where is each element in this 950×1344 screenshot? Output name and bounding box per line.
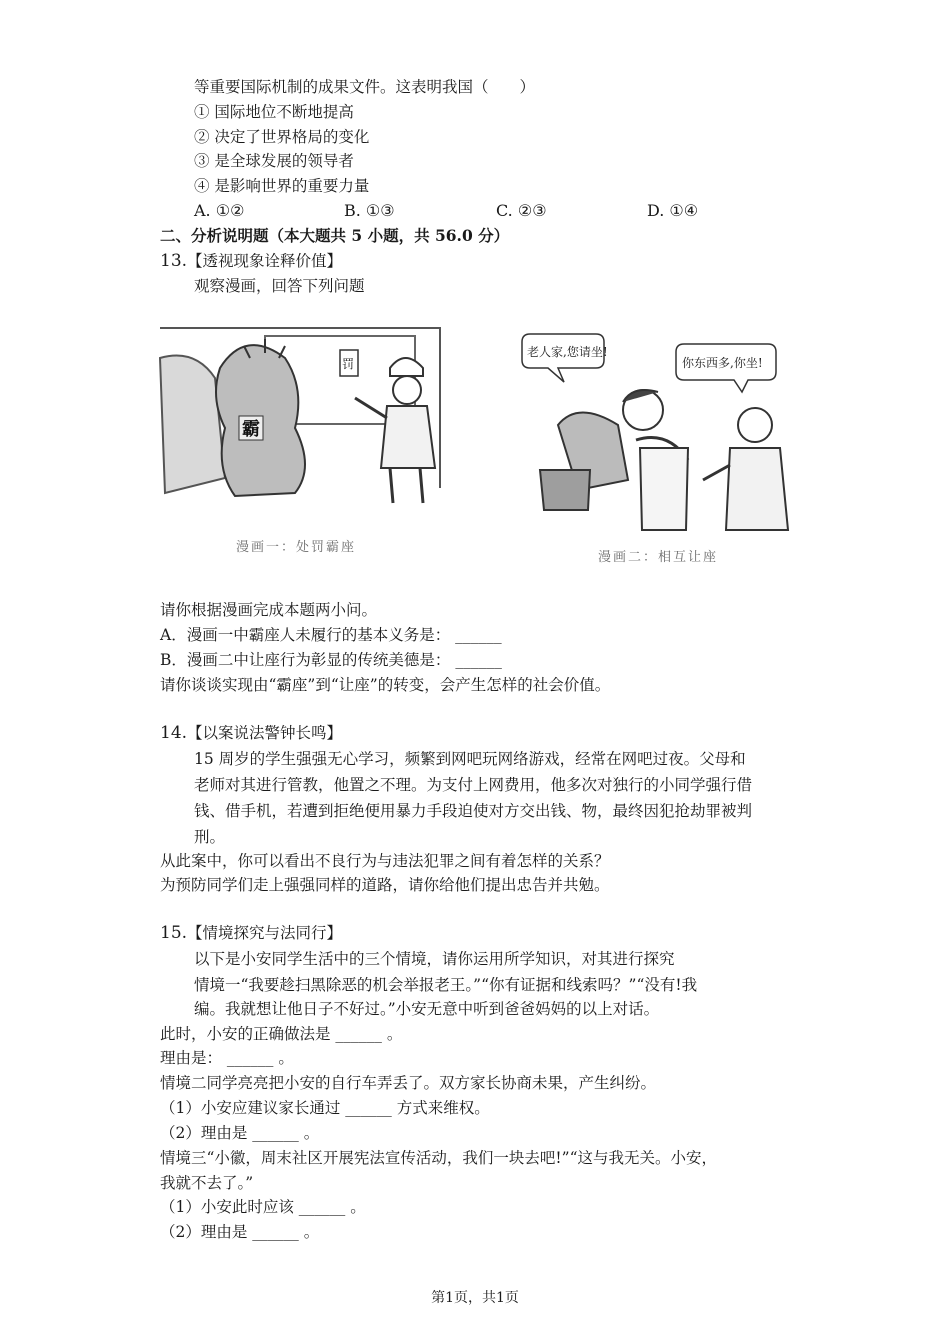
q12-item-3: ③ 是全球发展的领导者 — [194, 152, 354, 170]
q15-title: 【情境探究与法同行】 — [187, 924, 343, 942]
q14-number: 14. — [160, 723, 188, 743]
q12-stem-tail: 等重要国际机制的成果文件。这表明我国（ ） — [194, 78, 536, 96]
q15-scene-1-line-1: 情境一“我要趁扫黑除恶的机会举报老王。”“你有证据和线索吗？”“没有!我 — [194, 976, 698, 994]
q12-item-1: ① 国际地位不断地提高 — [194, 103, 354, 121]
q14-para-4: 刑。 — [194, 828, 226, 846]
comic-1-ba-label: 霸 — [242, 419, 260, 440]
q14-title: 【以案说法警钟长鸣】 — [187, 724, 343, 742]
q12-item-2: ② 决定了世界格局的变化 — [194, 128, 370, 146]
q12-option-c: C. ②③ — [496, 201, 547, 220]
q14-para-3: 钱、借手机，若遭到拒绝便用暴力手段迫使对方交出钱、物，最终因犯抢劫罪被判 — [194, 802, 753, 820]
page-footer: 第1页，共1页 — [431, 1290, 519, 1306]
q12-option-d: D. ①④ — [647, 201, 699, 220]
q15-scene-3-line-1: 情境三“小徽，周末社区开展宪法宣传活动，我们一块去吧!”“这与我无关。小安， — [160, 1149, 718, 1167]
q15-scene-1-q2: 理由是： ______ 。 — [160, 1049, 294, 1067]
q12-options — [194, 200, 698, 222]
q13-line-value: 请你谈谈实现由“霸座”到“让座”的转变，会产生怎样的社会价值。 — [160, 676, 611, 694]
q12-option-b: B. ①③ — [344, 201, 395, 220]
q15-heading — [160, 922, 342, 944]
comic-1-sign: 罚 — [342, 357, 355, 371]
q15-scene-2-q2: （2）理由是 ______ 。 — [160, 1124, 320, 1142]
comic-2-bubble-right: 你东西多,你坐! — [682, 356, 763, 370]
q14-para-1: 15 周岁的学生强强无心学习，频繁到网吧玩网络游戏，经常在网吧过夜。父母和 — [194, 750, 746, 768]
q13-number: 13. — [160, 251, 188, 271]
q13-line-1: 请你根据漫画完成本题两小问。 — [160, 601, 378, 619]
q12-option-a: A. ①② — [194, 201, 245, 220]
q13-line-b: B．漫画二中让座行为彰显的传统美德是： ______ — [160, 651, 502, 669]
q14-question-1: 从此案中，你可以看出不良行为与违法犯罪之间有着怎样的关系？ — [160, 852, 610, 870]
q15-scene-3-q2: （2）理由是 ______ 。 — [160, 1223, 320, 1241]
q15-intro: 以下是小安同学生活中的三个情境，请你运用所学知识，对其进行探究 — [194, 950, 675, 968]
q15-scene-3-q1: （1）小安此时应该 ______ 。 — [160, 1198, 366, 1216]
comic-1-illustration — [155, 318, 455, 508]
q12-item-4: ④ 是影响世界的重要力量 — [194, 177, 370, 195]
q14-question-2: 为预防同学们走上强强同样的道路，请你给他们提出忠告并共勉。 — [160, 876, 610, 894]
comic-1-caption: 漫画一：处罚霸座 — [236, 540, 357, 555]
comic-2-bubble-left: 老人家,您请坐! — [527, 345, 608, 359]
q15-scene-2-q1: （1）小安应建议家长通过 ______ 方式来维权。 — [160, 1099, 490, 1117]
q15-scene-1-line-2: 编。我就想让他日子不好过。”小安无意中听到爸爸妈妈的以上对话。 — [194, 1000, 660, 1018]
q15-number: 15. — [160, 923, 188, 943]
q15-scene-3-line-2: 我就不去了。” — [160, 1174, 254, 1192]
comic-2-caption: 漫画二：相互让座 — [598, 550, 719, 565]
q15-scene-2: 情境二同学亮亮把小安的自行车弄丢了。双方家长协商未果，产生纠纷。 — [160, 1074, 657, 1092]
q13-line-a: A．漫画一中霸座人未履行的基本义务是： ______ — [160, 626, 502, 644]
comic-2-illustration — [518, 330, 798, 535]
q15-scene-1-q1: 此时，小安的正确做法是 ______ 。 — [160, 1025, 403, 1043]
section-2-title: 二、分析说明题（本大题共 5 小题，共 56.0 分） — [160, 226, 510, 245]
q13-heading — [160, 250, 342, 272]
q13-title: 【透视现象诠释价值】 — [187, 252, 343, 270]
q13-intro: 观察漫画，回答下列问题 — [194, 277, 365, 295]
q14-heading — [160, 722, 342, 744]
q14-para-2: 老师对其进行管教，他置之不理。为支付上网费用，他多次对独行的小同学强行借 — [194, 776, 753, 794]
